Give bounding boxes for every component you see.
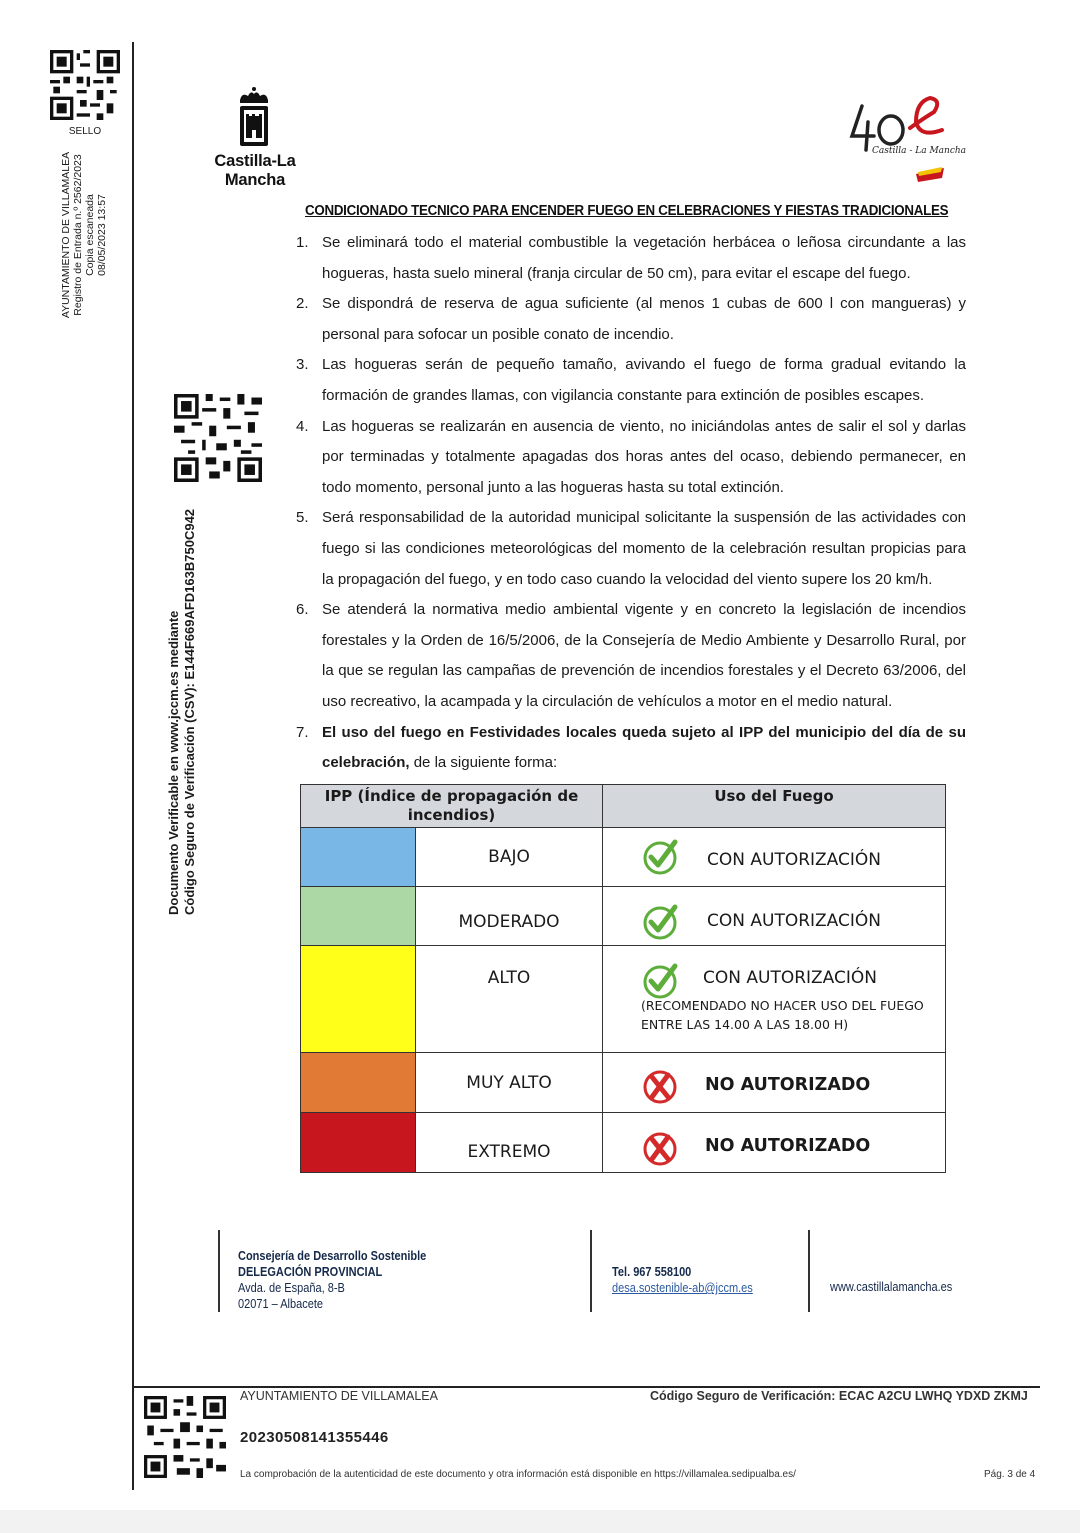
bottom-qr-code [144, 1396, 226, 1478]
footer-divider [808, 1230, 810, 1312]
level-color-swatch [301, 1113, 416, 1173]
footer-delegation: DELEGACIÓN PROVINCIAL [238, 1265, 383, 1279]
list-item [296, 228, 966, 289]
uso-cell [603, 887, 946, 946]
table-row [301, 1053, 946, 1113]
footer-address-line: Avda. de España, 8-B [238, 1281, 345, 1295]
level-label: EXTREMO [416, 1113, 603, 1173]
uso-text: NO AUTORIZADO [705, 1136, 871, 1156]
castilla-la-mancha-logo [190, 86, 320, 189]
list-item [296, 350, 966, 411]
item-text: Se atenderá la normativa medio ambiental vigente y en concreto la legislación de incendios forestales y la Orden de 16/5/2006, de la Consejería de Medio Ambiente y Desarrollo Rural, por la que se regulan las campañas de prevención de incendios forestales y el Decreto 63/2006, del uso recreativo, la acampada y la circulación de vehículos a motor en el medio natural. [322, 601, 966, 710]
item-number: 3. [296, 356, 309, 374]
level-color-swatch [301, 1053, 416, 1113]
check-icon [641, 838, 679, 876]
bottom-document-number: 20230508141355446 [240, 1429, 389, 1446]
bottom-csv-code: Código Seguro de Verificación: ECAC A2CU LWHQ YDXD ZKMJ [650, 1389, 1028, 1403]
uso-cell [603, 946, 946, 1053]
verification-qr-code [174, 394, 262, 482]
bottom-ayuntamiento: AYUNTAMIENTO DE VILLAMALEA [240, 1389, 438, 1403]
logo40-subtitle: Castilla - La Mancha [872, 146, 967, 156]
header-ipp: IPP (Índice de propagación de incendios) [301, 785, 603, 828]
left-margin-line [132, 42, 134, 1490]
item-lead-text: El uso del fuego en Festividades locales queda sujeto al IPP del municipio del día de su celebración, [322, 723, 966, 772]
uso-note-line: (RECOMENDADO NO HACER USO DEL FUEGO [641, 998, 924, 1013]
table-row [301, 1113, 946, 1173]
level-label: ALTO [416, 946, 603, 1053]
footer-phone: Tel. 967 558100 [612, 1265, 692, 1279]
list-item [296, 289, 966, 350]
item-text: Las hogueras se realizarán en ausencia de viento, no iniciándolas antes de salir el sol y darlas por terminadas y totalmente apagadas dos horas antes del ocaso, debiendo permanecer, en todo momento, personal junto a las hogueras hasta su total extinción. [322, 417, 966, 496]
stamp-line: Registro de Entrada n.º 2562/2023 [72, 154, 84, 316]
item-text: Las hogueras serán de pequeño tamaño, avivando el fuego de forma gradual evitando la formación de grandes llamas, con vigilancia constante para extinción de posibles escapes. [322, 356, 966, 404]
list-item [296, 503, 966, 595]
castle-crown-icon [234, 86, 274, 148]
check-icon [641, 903, 679, 941]
registry-stamp [40, 150, 130, 320]
item-text: Se dispondrá de reserva de agua suficiente (al menos 1 cubas de 600 l con mangueras) y personal para sofocar un posible conato de incendio. [322, 295, 966, 343]
bottom-verification-note: La comprobación de la autenticidad de este documento y otra información está disponible en https://villamalea.sedipualba.es/ [240, 1469, 796, 1480]
table-row [301, 887, 946, 946]
stamp-qr-code [50, 50, 120, 120]
page-bottom-margin [0, 1510, 1080, 1533]
40-anniversary-emblem-icon [846, 92, 970, 184]
table-header-row [301, 785, 946, 828]
bottom-divider [132, 1386, 1040, 1388]
list-item [296, 595, 966, 717]
conditions-list [296, 228, 966, 779]
list-item [296, 718, 966, 779]
uso-cell [603, 828, 946, 887]
footer-org-name: Consejería de Desarrollo Sostenible [238, 1249, 427, 1263]
item-number: 1. [296, 234, 309, 251]
verification-line-2: Código Seguro de Verificación (CSV): E144F669AFD163B750C942 [182, 508, 197, 915]
page-number: Pág. 3 de 4 [984, 1469, 1036, 1480]
stamp-line: Copia escaneada [84, 194, 96, 276]
footer-address-block [238, 1248, 426, 1312]
logo-name: Castilla-La Mancha [214, 152, 296, 189]
table-row [301, 828, 946, 887]
item-number: 7. [296, 723, 309, 741]
stamp-line: AYUNTAMIENTO DE VILLAMALEA [60, 151, 72, 319]
ipp-table [300, 784, 946, 1173]
uso-cell [603, 1113, 946, 1173]
document-title: CONDICIONADO TECNICO PARA ENCENDER FUEGO EN CELEBRACIONES Y FIESTAS TRADICIONALES [305, 203, 949, 219]
level-label: BAJO [416, 828, 603, 887]
footer-address-line: 02071 – Albacete [238, 1297, 324, 1311]
sello-label: SELLO [68, 126, 102, 137]
uso-text: CON AUTORIZACIÓN [707, 850, 881, 870]
level-color-swatch [301, 887, 416, 946]
list-item [296, 412, 966, 504]
item-number: 6. [296, 601, 309, 619]
level-color-swatch [301, 828, 416, 887]
uso-text: CON AUTORIZACIÓN [707, 911, 881, 931]
stamp-line: 08/05/2023 13:57 [96, 194, 108, 276]
verification-line-1: Documento Verificable en www.jccm.es mediante [166, 610, 181, 915]
item-number: 2. [296, 295, 309, 313]
uso-cell [603, 1053, 946, 1113]
vertical-verification-text [166, 509, 198, 915]
footer-divider [590, 1230, 592, 1312]
cross-icon [641, 1129, 679, 1167]
item-text: de la siguiente forma: [409, 754, 558, 772]
item-text: Será responsabilidad de la autoridad municipal solicitante la suspensión de las actividades con fuego si las condiciones meteorológicas del momento de la celebración resultan propicias para la propagación del fuego, y en todo caso cuando la velocidad del viento supere los 20 km/h. [322, 509, 966, 588]
table-row [301, 946, 946, 1053]
item-number: 5. [296, 509, 309, 527]
footer-email-link[interactable]: desa.sostenible-ab@jccm.es [612, 1281, 753, 1295]
uso-note-line: ENTRE LAS 14.00 A LAS 18.00 H) [641, 1017, 849, 1032]
uso-text: CON AUTORIZACIÓN [703, 968, 877, 988]
40-anniversary-logo [846, 92, 970, 184]
level-label: MUY ALTO [416, 1053, 603, 1113]
level-label: MODERADO [416, 887, 603, 946]
item-number: 4. [296, 417, 309, 435]
header-uso: Uso del Fuego [603, 785, 946, 828]
footer-contact-block [612, 1264, 753, 1296]
check-icon [641, 962, 679, 1000]
cross-icon [641, 1067, 679, 1105]
footer-website[interactable]: www.castillalamancha.es [830, 1280, 953, 1294]
footer-divider [218, 1230, 220, 1312]
uso-text: NO AUTORIZADO [705, 1075, 871, 1095]
level-color-swatch [301, 946, 416, 1053]
item-text: Se eliminará todo el material combustible la vegetación herbácea o leñosa circundante a las hogueras, hasta suelo mineral (franja circular de 50 cm), para evitar el escape del fuego. [322, 234, 966, 282]
uso-note [641, 996, 924, 1034]
